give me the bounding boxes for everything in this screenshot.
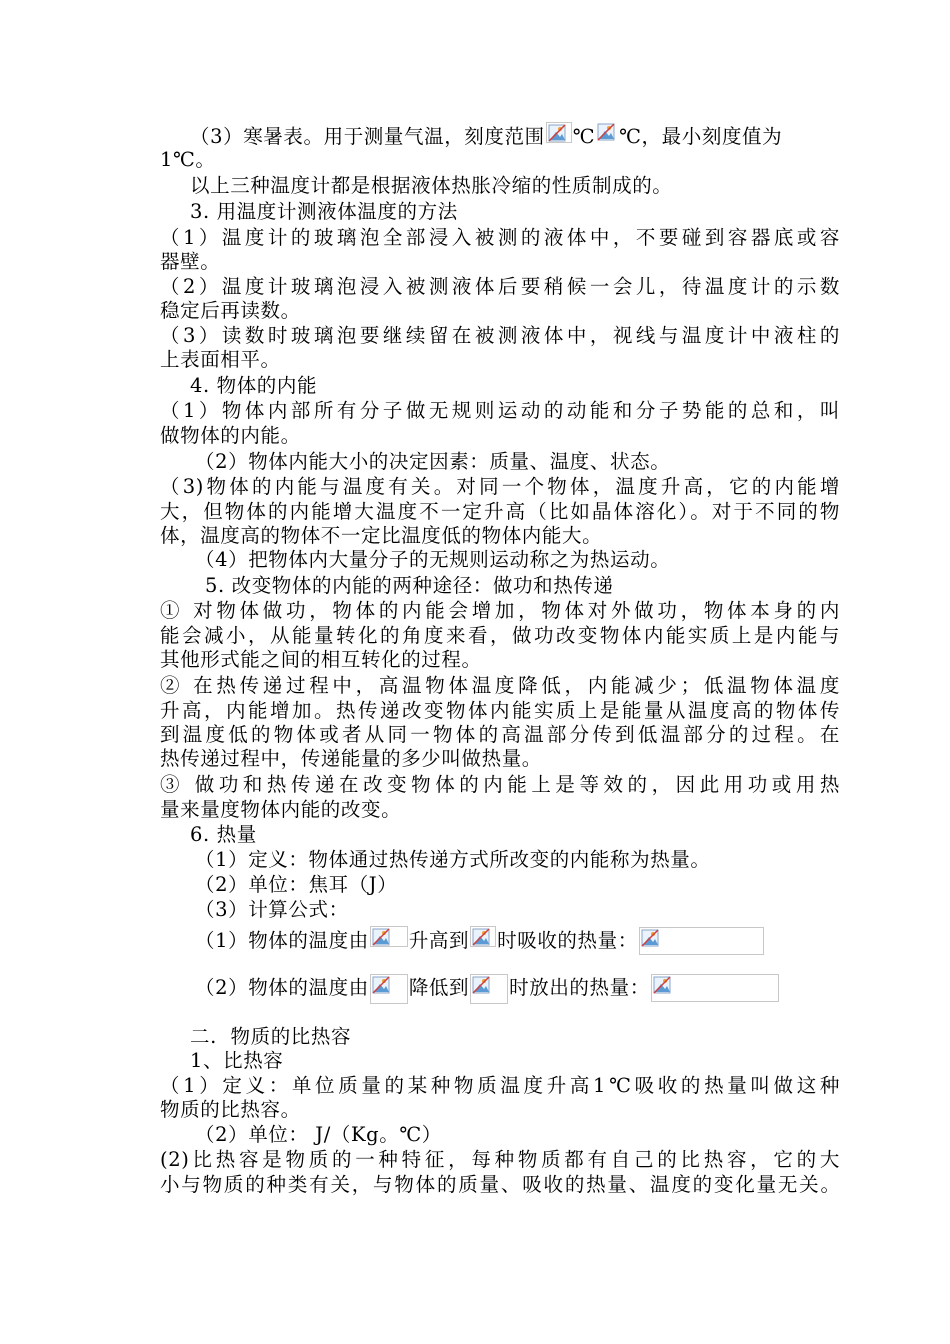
formula-line-1 [195, 926, 875, 955]
line-1 [190, 122, 870, 149]
line-21: 能会减小，从能量转化的角度来看，做功改变物体内能实质上是内能与 [160, 624, 840, 647]
text: （3）寒暑表。用于测量气温，刻度范围 [190, 125, 545, 148]
formula-image [470, 926, 496, 947]
line-26: 热传递过程中，传递能量的多少叫做热量。 [160, 747, 542, 770]
line-6: 器壁。 [160, 250, 221, 273]
formula-image [370, 974, 408, 1004]
text: 升高到 [408, 929, 470, 952]
text: 时放出的热量： [509, 976, 650, 999]
text: ℃，最小刻度值为 [619, 125, 783, 148]
formula-image [596, 122, 618, 143]
line-20: ① 对物体做功，物体的内能会增加，物体对外做功，物体本身的内 [160, 599, 840, 622]
broken-image-icon [372, 976, 390, 994]
text: （1）物体的温度由 [195, 929, 369, 952]
section-heading: 6. 热量 [190, 823, 257, 846]
line-12: （1）物体内部所有分子做无规则运动的动能和分子势能的总和，叫 [160, 399, 840, 422]
text: 降低到 [408, 976, 470, 999]
broken-image-icon [372, 928, 390, 946]
line-5: （1）温度计的玻璃泡全部浸入被测的液体中，不要碰到容器底或容 [160, 226, 840, 249]
line-8: 稳定后再读数。 [160, 299, 301, 322]
text: ℃ [572, 125, 596, 148]
line-16: 大，但物体的内能增大温度不一定升高（比如晶体溶化）。对于不同的物 [160, 500, 840, 523]
line-3: 以上三种温度计都是根据液体热胀冷缩的性质制成的。 [190, 174, 673, 197]
line-38: 物质的比热容。 [160, 1098, 301, 1121]
line-2: 1℃。 [160, 148, 216, 171]
line-25: 到温度低的物体或者从同一物体的高温部分传到低温部分的过程。在 [160, 723, 840, 746]
line-23: ② 在热传递过程中，高温物体温度降低，内能减少；低温物体温度 [160, 674, 840, 697]
broken-image-icon [472, 976, 490, 994]
line-14: （2）物体内能大小的决定因素：质量、温度、状态。 [195, 450, 671, 473]
formula-image [639, 927, 764, 955]
section-heading: 5. 改变物体的内能的两种途径：做功和热传递 [205, 574, 614, 597]
formula-image [370, 926, 408, 947]
line-30: （1）定义：物体通过热传递方式所改变的内能称为热量。 [195, 848, 711, 871]
line-17: 体，温度高的物体不一定比温度低的物体内能大。 [160, 524, 603, 547]
line-24: 升高，内能增加。热传递改变物体内能实质上是能量从温度高的物体传 [160, 699, 840, 722]
line-22: 其他形式能之间的相互转化的过程。 [160, 648, 482, 671]
line-15: （3)物体的内能与温度有关。对同一个物体，温度升高，它的内能增 [160, 475, 840, 498]
formula-image [546, 122, 572, 143]
subsection-heading: 1、比热容 [190, 1049, 284, 1072]
line-37: （1）定义：单位质量的某种物质温度升高1℃吸收的热量叫做这种 [160, 1074, 840, 1097]
line-39: （2）单位： J/（Kg。℃） [195, 1123, 442, 1146]
formula-image [651, 974, 779, 1002]
line-41: 小与物质的种类有关，与物体的质量、吸收的热量、温度的变化量无关。 [160, 1173, 840, 1196]
line-10: 上表面相平。 [160, 348, 281, 371]
section-heading: 3. 用温度计测液体温度的方法 [190, 200, 458, 223]
broken-image-icon [597, 123, 615, 141]
section-heading: 二. 物质的比热容 [190, 1025, 352, 1048]
line-7: （2）温度计玻璃泡浸入被测液体后要稍候一会儿，待温度计的示数 [160, 275, 840, 298]
text: 时吸收的热量： [497, 929, 638, 952]
section-heading: 4. 物体的内能 [190, 374, 318, 397]
formula-line-2 [195, 974, 875, 1004]
formula-image [470, 974, 508, 1004]
broken-image-icon [641, 929, 659, 947]
line-13: 做物体的内能。 [160, 424, 301, 447]
broken-image-icon [548, 124, 566, 142]
line-9: （3）读数时玻璃泡要继续留在被测液体中，视线与温度计中液柱的 [160, 324, 840, 347]
line-27: ③ 做功和热传递在改变物体的内能上是等效的，因此用功或用热 [160, 773, 840, 796]
line-18: （4）把物体内大量分子的无规则运动称之为热运动。 [195, 548, 671, 571]
broken-image-icon [653, 976, 671, 994]
line-28: 量来量度物体内能的改变。 [160, 798, 402, 821]
line-32: （3）计算公式： [195, 898, 349, 921]
line-31: （2）单位：焦耳（J） [195, 873, 398, 896]
broken-image-icon [472, 928, 490, 946]
text: （2）物体的温度由 [195, 976, 369, 999]
line-40: (2)比热容是物质的一种特征，每种物质都有自己的比热容，它的大 [160, 1148, 840, 1171]
